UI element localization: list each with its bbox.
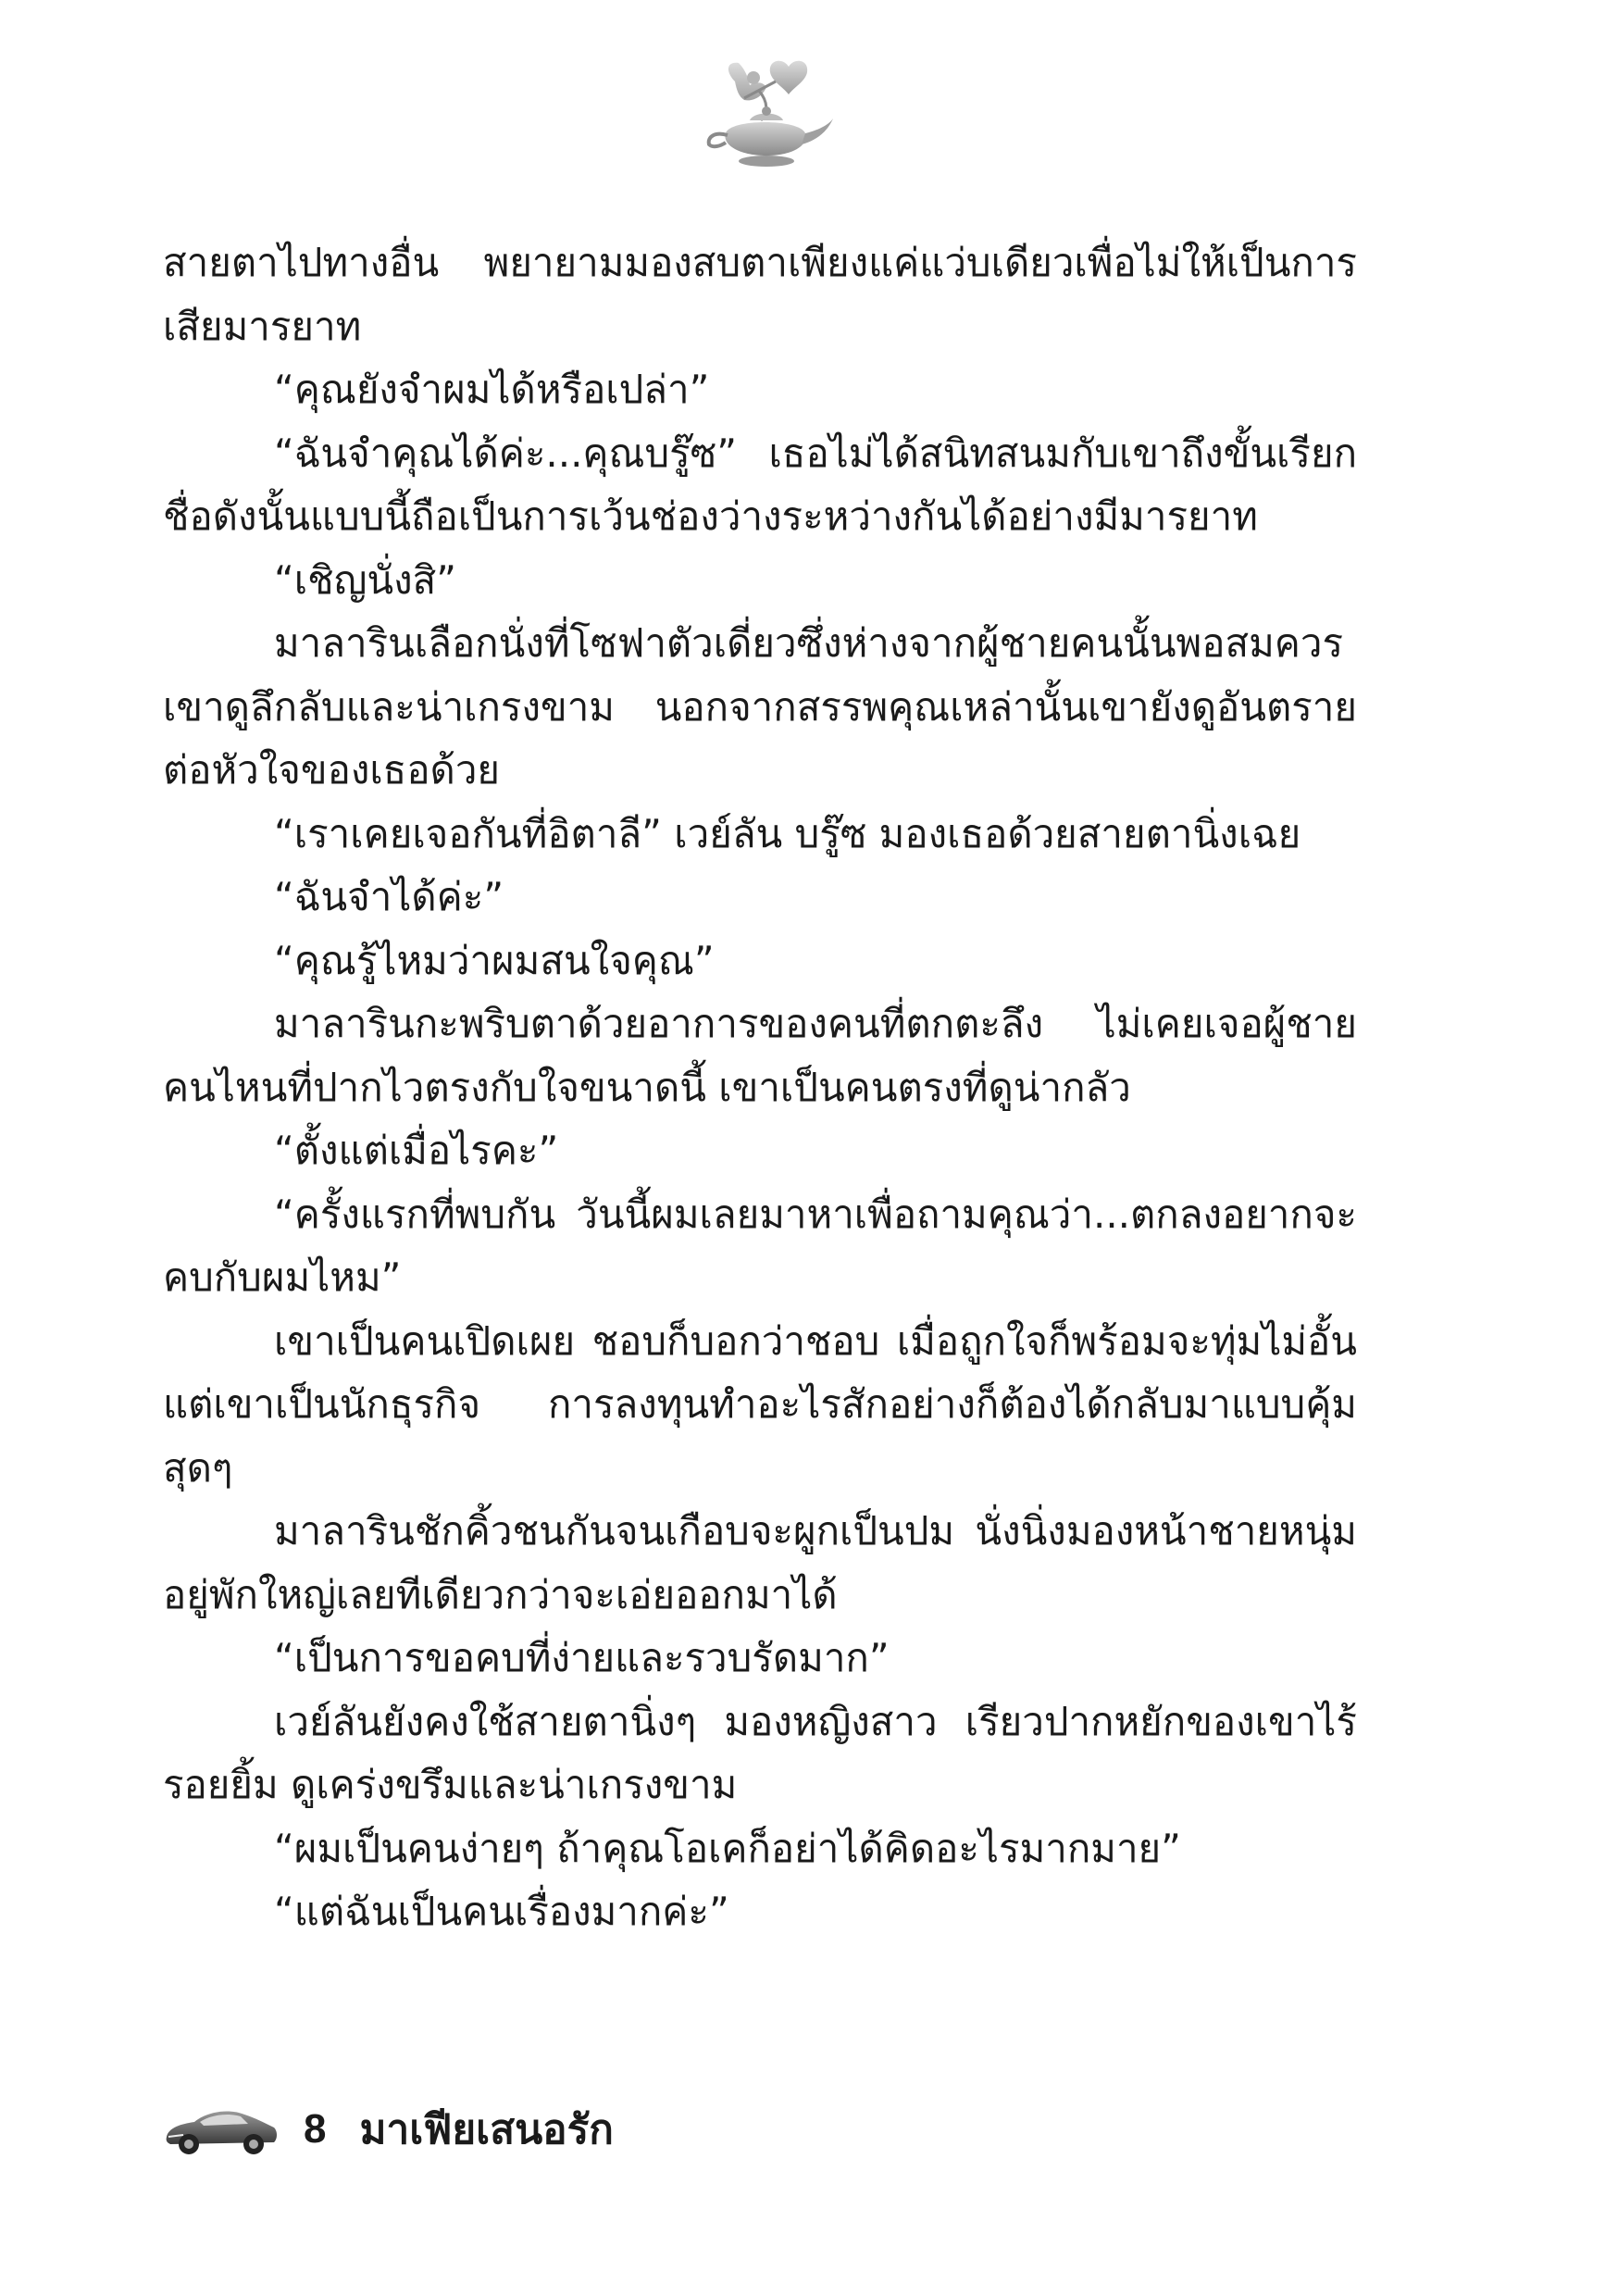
paragraph: “คุณยังจำผมได้หรือเปล่า” [274, 367, 710, 412]
paragraph: สายตาไปทางอื่น พยายามมองสบตาเพียงแค่แว่บเดียวเพื่อไม่ให้เป็นการเสียมารยาท [163, 240, 1357, 349]
sports-car-icon [163, 2100, 280, 2159]
paragraph: มาลารินเลือกนั่งที่โซฟาตัวเดี่ยวซึ่งห่างจากผู้ชายคนนั้นพอสมควร เขาดูลึกลับและน่าเกรงขาม นอกจากสรรพคุณเหล่านั้นเขายังดูอันตรายต่อหัวใจของเธอด้วย [163, 620, 1357, 792]
paragraph: “เราเคยเจอกันที่อิตาลี” เวย์ลัน บรู๊ซ มองเธอด้วยสายตานิ่งเฉย [274, 810, 1301, 856]
cupid-teapot-ornament-icon [698, 54, 837, 174]
paragraph: “ครั้งแรกที่พบกัน วันนี้ผมเลยมาหาเพื่อถามคุณว่า...ตกลงอยากจะคบกับผมไหม” [163, 1191, 1357, 1300]
body-text [163, 231, 1357, 1944]
paragraph: “เป็นการขอคบที่ง่ายและรวบรัดมาก” [274, 1635, 890, 1680]
paragraph: “เชิญนั่งสิ” [274, 556, 457, 603]
paragraph: เวย์ลันยังคงใช้สายตานิ่งๆ มองหญิงสาว เรียวปากหยักของเขาไร้รอยยิ้ม ดูเคร่งขรึมและน่าเกรงขาม [163, 1698, 1357, 1807]
paragraph: “แต่ฉันเป็นคนเรื่องมากค่ะ” [274, 1889, 729, 1934]
book-title: มาเฟียเสนอรัก [359, 2106, 614, 2153]
page-number: 8 [304, 2106, 327, 2152]
paragraph: เขาเป็นคนเปิดเผย ชอบก็บอกว่าชอบ เมื่อถูกใจก็พร้อมจะทุ่มไม่อั้น แต่เขาเป็นนักธุรกิจ การลงทุนทำอะไรสักอย่างก็ต้องได้กลับมาแบบคุ้มสุดๆ [163, 1317, 1357, 1491]
paragraph: “ตั้งแต่เมื่อไรคะ” [274, 1128, 559, 1173]
page-footer [163, 2088, 614, 2171]
paragraph: “ผมเป็นคนง่ายๆ ถ้าคุณโอเคก็อย่าได้คิดอะไรมากมาย” [274, 1825, 1181, 1871]
paragraph: “ฉันจำคุณได้ค่ะ...คุณบรู๊ซ” เธอไม่ได้สนิทสนมกับเขาถึงขั้นเรียกชื่อดังนั้นแบบนี้ถือเป็นการเว้นช่องว่างระหว่างกันได้อย่างมีมารยาท [163, 430, 1357, 539]
paragraph: มาลารินชักคิ้วชนกันจนเกือบจะผูกเป็นปม นั่งนิ่งมองหน้าชายหนุ่มอยู่พักใหญ่เลยทีเดียวกว่าจะเอ่ยออกมาได้ [163, 1508, 1357, 1617]
paragraph: “ฉันจำได้ค่ะ” [274, 874, 504, 919]
paragraph: “คุณรู้ไหมว่าผมสนใจคุณ” [274, 937, 715, 983]
paragraph: มาลารินกะพริบตาด้วยอาการของคนที่ตกตะลึง ไม่เคยเจอผู้ชายคนไหนที่ปากไวตรงกับใจขนาดนี้ เขาเป็นคนตรงที่ดูน่ากลัว [163, 1001, 1357, 1110]
